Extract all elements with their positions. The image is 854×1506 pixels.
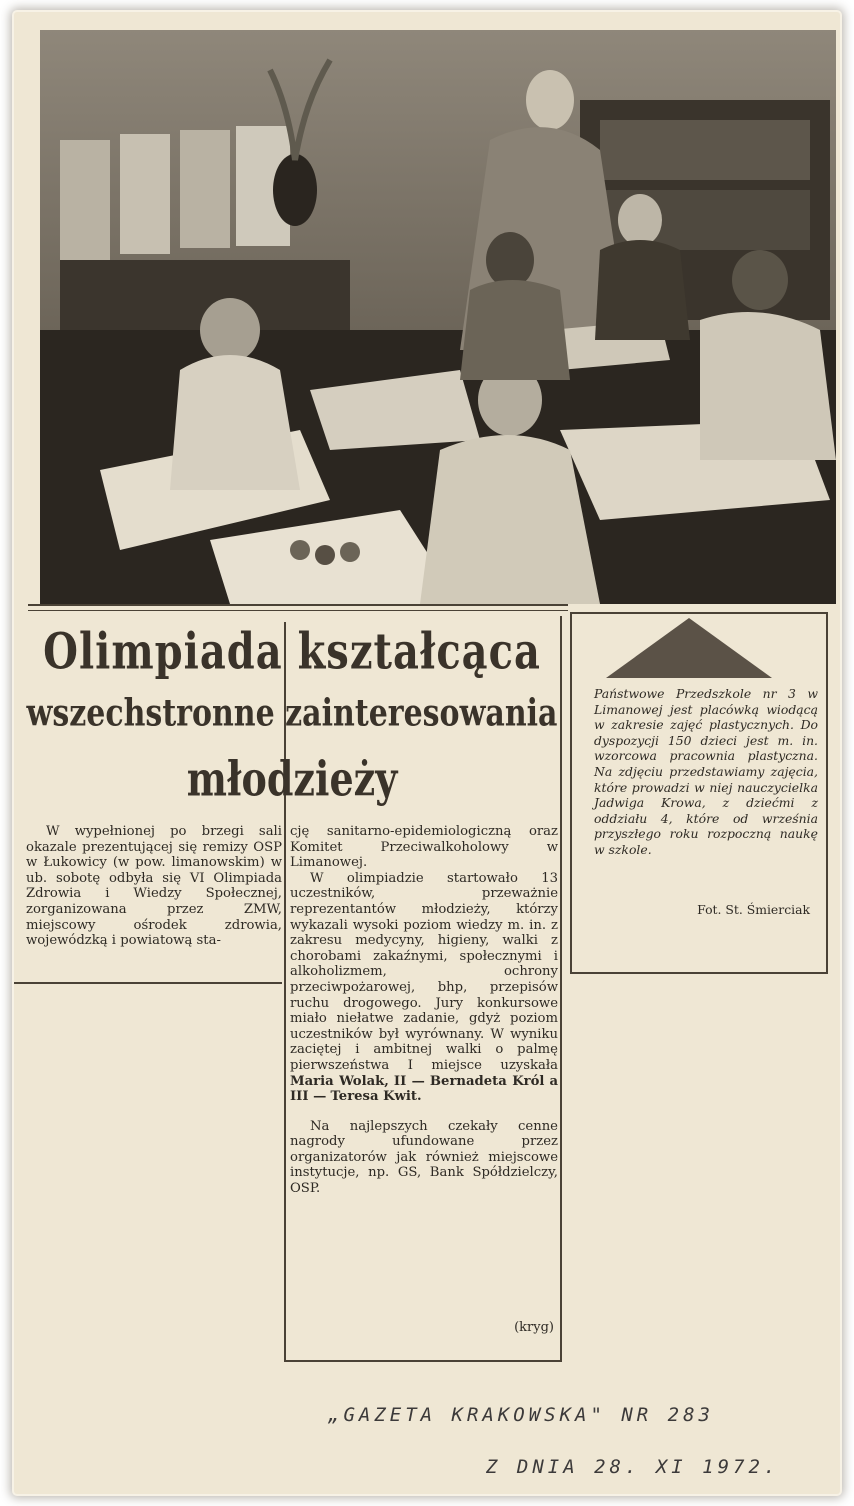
winner-third: Teresa Kwit.: [330, 1089, 422, 1105]
classroom-photo-illustration: [40, 30, 836, 604]
article-column-2: [290, 824, 558, 1197]
photo-caption: Państwowe Przedszkole nr 3 w Limanowej jest placówką wiodącą w zakresie zajęć plastycznych. Do dyspozycji 150 dzieci jest m. in. wzorcowa pracownia plastyczna. Na zdjęciu przedstawiamy zajęcia, które prowadzi w niej nauczycielka Jadwiga Krowa, z dziećmi z oddziału 4, które od września przyszłego roku rozpoczną naukę w szkole.: [594, 686, 818, 857]
winner-second: Bernadeta Król: [429, 1073, 545, 1089]
article-text: W olimpiadzie startowało 13 uczestników, przeważnie reprezentantów młodzieży, którzy wykazali wysoki poziom wiedzy m. in. z zakresu medycyny, higieny, walki z chorobami zakaźnymi, społecznymi i alkoholizmem, ochrony przeciwpożarowej, bhp, przepisów ruchu drogowego. Jury konkursowe miało niełatwe zadanie, gdyż poziom uczestników był wyrównany. W wyniku zaciętej i ambitnej walki o palmę pierwszeństwa I miejsce uzyskała: [290, 870, 558, 1073]
handwritten-source: „GAZETA KRAKOWSKA" NR 283: [328, 1404, 714, 1426]
rule-top-left-thin: [28, 610, 568, 611]
place-third: a III —: [290, 1073, 558, 1105]
article-column-1: [26, 824, 282, 949]
headline-line1: Olimpiada kształcąca: [43, 622, 541, 681]
handwritten-date: Z DNIA 28. XI 1972.: [486, 1456, 780, 1478]
article-paragraph: Na najlepszych czekały cenne nagrody ufundowane przez organizatorów jak również miejscowe instytucje, np. GS, Bank Spółdzielczy, OSP.: [290, 1118, 558, 1197]
place-second: II —: [393, 1073, 425, 1089]
article-photo: [40, 30, 836, 604]
triangle-up-icon: [604, 616, 774, 680]
author-signature: (kryg): [514, 1320, 554, 1335]
rule-col1-bottom: [14, 982, 282, 984]
article-paragraph: cję sanitarno-epidemiologiczną oraz Komitet Przeciwalkoholowy w Limanowej.: [290, 824, 558, 871]
winner-first: Maria Wolak,: [290, 1073, 389, 1089]
photo-credit: Fot. St. Śmierciak: [697, 902, 810, 917]
rule-top-left: [28, 604, 568, 606]
article-paragraph: W wypełnionej po brzegi sali okazale prezentującej się remizy OSP w Łukowicy (w pow. limanowskim) w ub. sobotę odbyła się VI Olimpiada Zdrowia i Wiedzy Społecznej, zorganizowana przez ZMW, miejscowy ośrodek zdrowia, wojewódzką i powiatową sta-: [26, 824, 282, 949]
rule-col2-bottom: [284, 1360, 560, 1362]
headline-line2: wszechstronne zainteresowania: [26, 691, 558, 736]
headline-line3: młodzieży: [186, 750, 398, 807]
article-paragraph: [290, 871, 558, 1105]
